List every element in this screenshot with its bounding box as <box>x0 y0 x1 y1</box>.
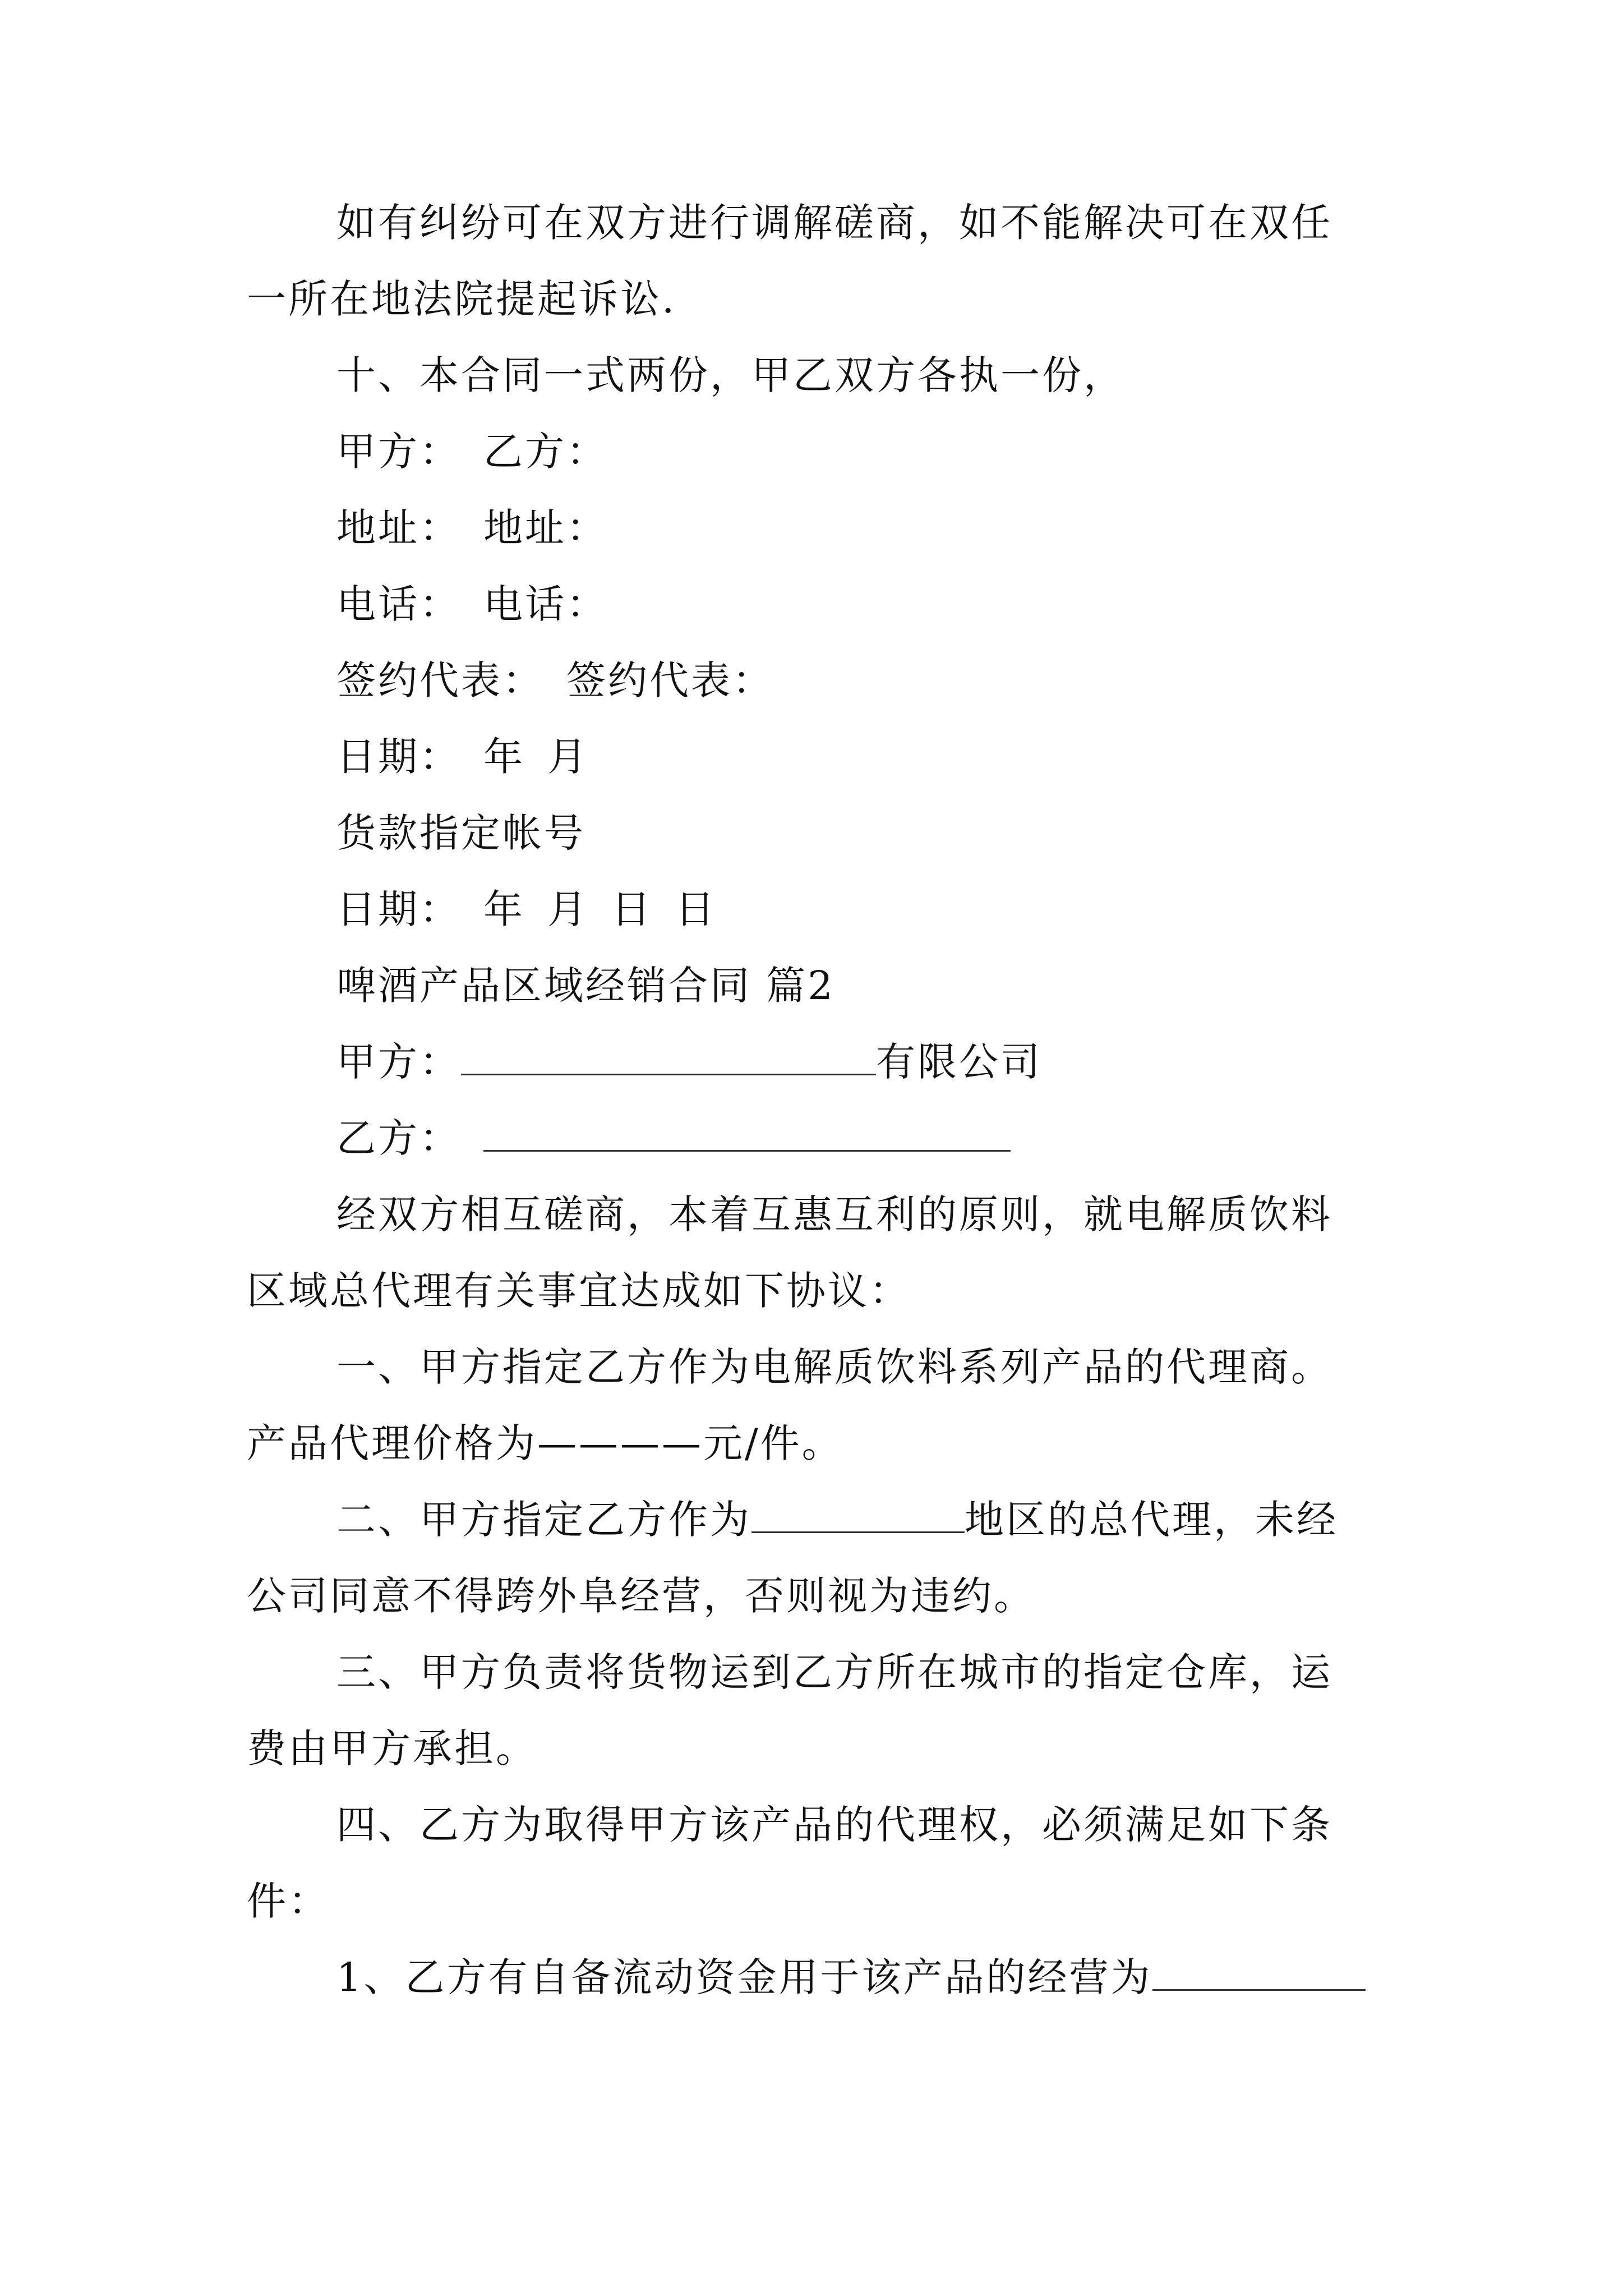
paragraph-dispute-line-2: 一所在地法院提起诉讼. <box>247 276 677 322</box>
party-b-label: 乙方： <box>483 429 608 475</box>
address-a-label: 地址： <box>336 505 461 551</box>
item-one-text: 1、乙方有自备流动资金用于该产品的经营为 <box>336 1954 1152 2000</box>
date-month: 月 <box>547 734 589 780</box>
party-a-label: 甲方： <box>336 429 461 475</box>
clause-three-line-2: 费由甲方承担。 <box>247 1726 537 1772</box>
signature-party-row <box>336 421 1514 482</box>
party-a-blank <box>461 1033 876 1075</box>
clause-four-item-1 <box>336 1947 1514 2008</box>
clause-ten: 十、本合同一式两份，甲乙双方各执一份， <box>336 352 1125 398</box>
date-row-2 <box>336 878 1514 940</box>
clause-four-line-2: 件： <box>247 1878 330 1924</box>
account-line: 货款指定帐号 <box>336 810 585 856</box>
clause-two-suffix: 地区的总代理，未经 <box>965 1497 1338 1543</box>
address-b-label: 地址： <box>483 505 608 551</box>
clause-one-line-1: 一、甲方指定乙方作为电解质饮料系列产品的代理商。 <box>336 1344 1332 1390</box>
clause-four-line-1: 四、乙方为取得甲方该产品的代理权，必须满足如下条 <box>336 1802 1332 1848</box>
date-day: 日 <box>675 886 717 932</box>
date-day: 日 <box>611 886 653 932</box>
clause-one-line-2: 产品代理价格为————元/件。 <box>247 1420 843 1466</box>
clause-two-line-1 <box>336 1489 1514 1550</box>
intro-line-1: 经双方相互磋商，本着互惠互利的原则，就电解质饮料 <box>336 1191 1332 1237</box>
phone-a-label: 电话： <box>336 581 461 627</box>
date-year: 年 <box>483 734 525 780</box>
capital-blank <box>1152 1949 1366 1991</box>
region-blank <box>751 1491 965 1533</box>
clause-three-line-1: 三、甲方负责将货物运到乙方所在城市的指定仓库，运 <box>336 1649 1332 1695</box>
party-b-label: 乙方： <box>336 1115 461 1161</box>
party-a-row <box>336 1031 1514 1093</box>
section-title: 啤酒产品区域经销合同 篇2 <box>336 963 835 1009</box>
date-row-1 <box>336 726 1514 788</box>
date-label: 日期： <box>336 734 461 780</box>
clause-two-prefix: 二、甲方指定乙方作为 <box>336 1497 751 1543</box>
address-row <box>336 497 1514 559</box>
representative-a-label: 签约代表： <box>336 657 544 703</box>
representative-row <box>336 650 1514 711</box>
clause-two-line-2: 公司同意不得跨外阜经营，否则视为违约。 <box>247 1573 1035 1619</box>
paragraph-dispute-line-1: 如有纠纷可在双方进行调解磋商，如不能解决可在双任 <box>336 200 1332 246</box>
party-b-blank <box>483 1110 1011 1152</box>
party-a-suffix: 有限公司 <box>876 1039 1042 1085</box>
phone-b-label: 电话： <box>483 581 608 627</box>
date-year: 年 <box>483 886 525 932</box>
representative-b-label: 签约代表： <box>566 657 774 703</box>
party-b-row <box>336 1107 1514 1169</box>
intro-line-2: 区域总代理有关事宜达成如下协议： <box>247 1268 911 1314</box>
party-a-label: 甲方： <box>336 1039 461 1085</box>
date-month: 月 <box>547 886 589 932</box>
phone-row <box>336 573 1514 635</box>
date-label: 日期： <box>336 886 461 932</box>
